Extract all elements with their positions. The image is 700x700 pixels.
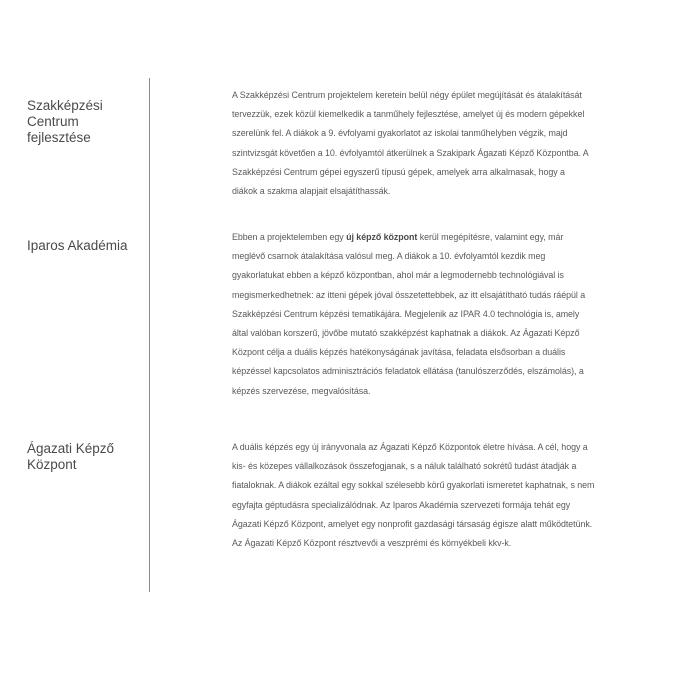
section-heading-iparos-akademia	[27, 238, 139, 254]
paragraph-line: Szakképzési Centrum képzési tematikájára. Megjelenik az IPAR 4.0 technológia is, amely	[232, 308, 580, 319]
paragraph-line: A Szakképzési Centrum projektelem keretein belül négy épület megújítását és átalakítását	[232, 90, 582, 100]
heading-line: Szakképzési	[27, 98, 103, 113]
paragraph-line: fiataloknak. A diákok ezáltal egy sokkal szélesebb körű gyakorlati ismeretet kaphatnak, s nem	[232, 480, 595, 491]
line-text: kerül megépítésre, valamint egy, már	[417, 232, 564, 242]
paragraph-line: Az Ágazati Képző Központ résztvevői a veszprémi és környékbeli kkv-k.	[232, 538, 512, 549]
paragraph-line: Ágazati Képző Központ, amelyet egy nonprofit gazdasági társaság égisze alatt működtetünk.	[232, 518, 593, 529]
section-heading-agazati-kepzo-kozpont	[27, 441, 139, 473]
paragraph-line: képzés szervezése, megvalósítása.	[232, 385, 371, 396]
paragraph-line: tervezzük, ezek közül kiemelkedik a tanműhely fejlesztése, amelyet új és modern gépekkel	[232, 109, 585, 120]
paragraph-line: egyfajta géptudásra specializálódnak. Az Iparos Akadémia szervezeti formája tehát egy	[232, 499, 571, 510]
section-paragraph-iparos-akademia	[232, 228, 650, 401]
heading-line: Centrum	[27, 114, 79, 129]
paragraph-line: szerelünk fel. A diákok a 9. évfolyami gyakorlatot az iskolai tanműhelyben végzik, majd	[232, 128, 568, 139]
heading-line: Központ	[27, 457, 77, 472]
heading-line: Ágazati Képző	[27, 441, 115, 456]
paragraph-line: diákok a szakma alapjait elsajátíthassák.	[232, 186, 391, 197]
section-paragraph-szakkepzesi-centrum	[232, 86, 650, 201]
paragraph-line: kis- és közepes vállalkozások összefogjanak, s a náluk található sokrétű tudást átadják a	[232, 461, 577, 472]
paragraph-line: képzéssel kapcsolatos adminisztrációs feladatok ellátása (tanulószerződés, elszámolás), a	[232, 366, 584, 377]
section-paragraph-agazati-kepzo-kozpont	[232, 438, 650, 553]
vertical-divider	[149, 78, 150, 592]
paragraph-line: Központ célja a duális képzés hatékonyságának javítása, feladata elsősorban a duális	[232, 347, 566, 358]
bold-phrase: új képző központ	[346, 232, 418, 242]
heading-line: fejlesztése	[27, 130, 91, 145]
section-heading-szakkepzesi-centrum	[27, 98, 139, 146]
paragraph-line: megismerkedhetnek: az itteni gépek jóval összetettebbek, az itt elsajátítható tudás ráépül a	[232, 289, 586, 300]
paragraph-line: gyakorlatukat ebben a képző központban, ahol már a legmodernebb technológiával is	[232, 270, 564, 281]
paragraph-line: szintvizsgát követően a 10. évfolyamtól átkerülnek a Szakipark Ágazati Képző Központba. A	[232, 147, 589, 158]
paragraph-line: A duális képzés egy új irányvonala az Ágazati Képző Központok életre hívása. A cél, hogy a	[232, 442, 588, 452]
line-text: Ebben a projektelemben egy	[232, 232, 347, 242]
paragraph-line: meglévő csarnok átalakítása valósul meg. A diákok a 10. évfolyamtól kezdik meg	[232, 251, 546, 262]
paragraph-line: által valóban korszerű, jövőbe mutató szakképzést kaphatnak a diákok. Az Ágazati Képző	[232, 328, 580, 339]
heading-line: Iparos Akadémia	[27, 238, 128, 253]
paragraph-line: Szakképzési Centrum gépei egyszerű típusú gépek, amelyek arra alkalmasak, hogy a	[232, 166, 565, 177]
paragraph-line	[232, 228, 650, 247]
